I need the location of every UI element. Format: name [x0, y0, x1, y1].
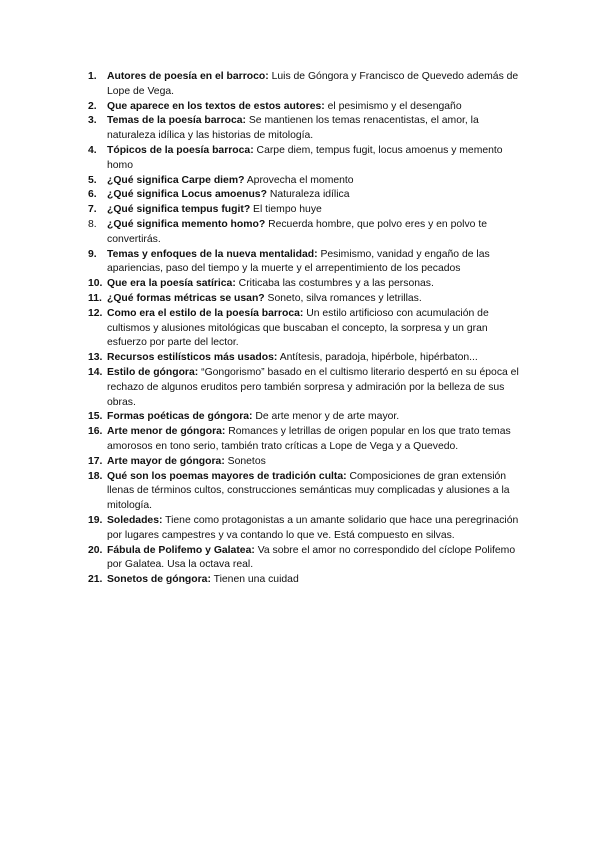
item-number: 7. [88, 204, 97, 216]
list-item [88, 573, 520, 588]
item-answer: Carpe diem, tempus fugit, locus amoenus y memento homo [107, 144, 503, 171]
item-number: 19. [88, 514, 103, 526]
item-number: 16. [88, 426, 103, 438]
item-number: 14. [88, 366, 103, 378]
item-question: Recursos estilísticos más usados: [107, 352, 278, 364]
item-number: 2. [88, 100, 97, 112]
item-question: Como era el estilo de la poesía barroca: [107, 307, 304, 319]
item-number: 15. [88, 411, 103, 423]
list-item [88, 248, 520, 278]
list-item [88, 70, 520, 100]
item-answer: Soneto, silva romances y letrillas. [264, 292, 422, 304]
list-item [88, 425, 520, 455]
item-answer: Luis de Góngora y Francisco de Quevedo además de Lope de Vega. [107, 71, 519, 97]
list-item [88, 292, 520, 307]
item-number: 3. [88, 115, 97, 127]
list-item [88, 277, 520, 292]
item-number: 8. [88, 218, 97, 230]
item-question: Arte mayor de góngora: [107, 455, 225, 467]
item-answer: Un estilo artificioso con acumulación de cultismos y alusiones mitológicas que buscaban el concepto, la sorpresa y un gran esfuerzo por parte del lector. [107, 307, 489, 349]
item-question: Que aparece en los textos de estos autores: [107, 100, 325, 112]
item-question: Autores de poesía en el barroco: [107, 71, 269, 82]
item-question: Fábula de Polifemo y Galatea: [107, 544, 255, 556]
question-answer-list [88, 70, 520, 588]
item-question: ¿Qué significa Carpe diem? [107, 174, 245, 186]
item-question: ¿Qué significa tempus fugit? [107, 204, 251, 216]
item-question: Temas y enfoques de la nueva mentalidad: [107, 248, 318, 260]
item-number: 1. [88, 71, 97, 82]
list-item [88, 188, 520, 203]
list-item [88, 455, 520, 470]
list-item [88, 144, 520, 174]
list-item [88, 203, 520, 218]
item-answer: Recuerda hombre, que polvo eres y en polvo te convertirás. [107, 218, 487, 245]
item-question: Arte menor de góngora: [107, 426, 226, 438]
list-item [88, 218, 520, 248]
item-number: 20. [88, 544, 103, 556]
item-answer: Romances y letrillas de origen popular en los que trato temas amorosos en tono serio, también trato críticas a Lope de Vega y a Quevedo. [107, 426, 511, 452]
item-question: Tópicos de la poesía barroca: [107, 144, 254, 156]
item-number: 6. [88, 189, 97, 201]
list-item [88, 366, 520, 410]
item-answer: El tiempo huye [250, 204, 322, 216]
item-answer: Sonetos [224, 455, 266, 467]
item-question: ¿Qué formas métricas se usan? [107, 292, 265, 304]
item-number: 4. [88, 144, 97, 156]
list-item [88, 307, 520, 351]
item-answer: Aprovecha el momento [244, 174, 354, 186]
item-answer: Antítesis, paradoja, hipérbole, hipérbaton... [277, 352, 478, 364]
item-answer: el pesimismo y el desengaño [324, 100, 462, 112]
item-answer: Va sobre el amor no correspondido del cíclope Polifemo por Galatea. Usa la octava real. [107, 544, 516, 571]
item-question: Qué son los poemas mayores de tradición culta: [107, 470, 347, 482]
item-answer: Tiene como protagonistas a un amante solidario que hace una peregrinación por lugares campestres y va contando lo que ve. Está compuesto en silvas. [107, 514, 519, 541]
item-answer: “Gongorismo” basado en el cultismo literario despertó en su época el rechazo de algunos eruditos pero también sorpresa y admiración por la belleza de sus obras. [107, 366, 519, 408]
item-number: 18. [88, 470, 103, 482]
item-number: 10. [88, 278, 103, 290]
item-number: 9. [88, 248, 97, 260]
item-number: 17. [88, 455, 103, 467]
item-question: ¿Qué significa memento homo? [107, 218, 266, 230]
item-number: 13. [88, 352, 103, 364]
list-item [88, 410, 520, 425]
list-item [88, 470, 520, 514]
item-question: Que era la poesía satírica: [107, 278, 236, 290]
item-answer: Composiciones de gran extensión llenas de términos cultos, construcciones semánticas muy complicadas y alusiones a la mitología. [107, 470, 510, 512]
item-question: Temas de la poesía barroca: [107, 115, 246, 127]
item-answer: Se mantienen los temas renacentistas, el amor, la naturaleza idílica y las historias de mitología. [107, 115, 479, 142]
list-item [88, 514, 520, 544]
list-item [88, 174, 520, 189]
item-answer: Criticaba las costumbres y a las personas. [235, 278, 434, 290]
item-number: 21. [88, 574, 103, 586]
list-item [88, 544, 520, 574]
item-number: 11. [88, 292, 102, 304]
list-item [88, 351, 520, 366]
item-question: ¿Qué significa Locus amoenus? [107, 189, 267, 201]
item-number: 5. [88, 174, 97, 186]
item-answer: Pesimismo, vanidad y engaño de las apariencias, paso del tiempo y la muerte y el arrepentimiento de los pecados [107, 248, 490, 275]
item-answer: De arte menor y de arte mayor. [252, 411, 400, 423]
item-answer: Tienen una cuidad [210, 574, 299, 586]
item-question: Estilo de góngora: [107, 366, 199, 378]
item-number: 12. [88, 307, 103, 319]
item-question: Soledades: [107, 514, 163, 526]
list-item [88, 114, 520, 144]
list-item [88, 100, 520, 115]
item-question: Formas poéticas de góngora: [107, 411, 253, 423]
item-answer: Naturaleza idílica [266, 189, 350, 201]
item-question: Sonetos de góngora: [107, 574, 211, 586]
